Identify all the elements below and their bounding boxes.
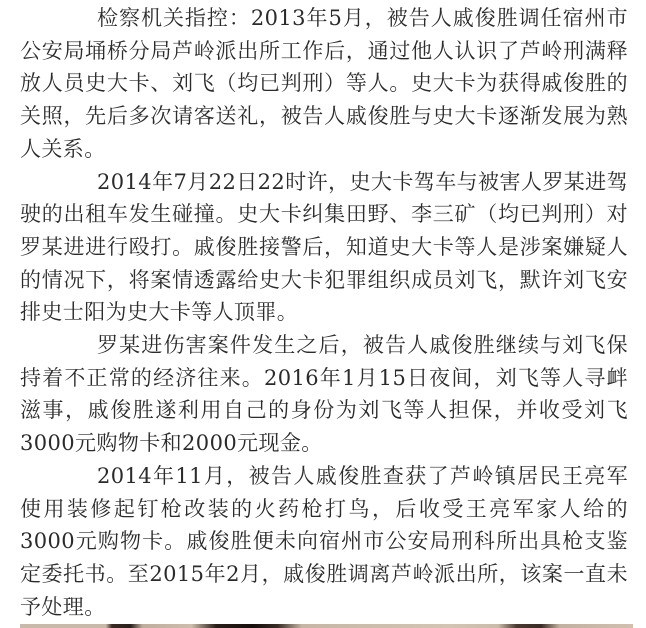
- paragraph-taxi-collision: 2014年7月22日22时许，史大卡驾车与被害人罗某进驾驶的出租车发生碰撞。史大卡纠集田野、李三矿（均已判刑）对罗某进进行殴打。戚俊胜接警后，知道史大卡等人是涉案嫌疑人的情况下，将案情透露给史大卡犯罪组织成员刘飞，默许刘飞安排史士阳为史大卡等人顶罪。: [20, 169, 628, 325]
- paragraph-prosecution-charge: 检察机关指控：2013年5月，被告人戚俊胜调任宿州市公安局埇桥分局芦岭派出所工作后，通过他人认识了芦岭刑满释放人员史大卡、刘飞（均已判刑）等人。史大卡为获得戚俊胜的关照，先后多次请客送礼，被告人戚俊胜与史大卡逐渐发展为熟人关系。: [20, 6, 628, 161]
- paragraph-economic-dealings: 罗某进伤害案件发生之后，被告人戚俊胜继续与刘飞保持着不正常的经济往来。2016年1月15日夜间，刘飞等人寻衅滋事，戚俊胜遂利用自己的身份为刘飞等人担保，并收受刘飞3000元购物卡和2000元现金。: [20, 333, 628, 456]
- article-image-top-edge: [20, 624, 633, 628]
- article-body: [20, 2, 628, 623]
- paragraph-gun-case: 2014年11月，被告人戚俊胜查获了芦岭镇居民王亮军使用装修起钉枪改装的火药枪打鸟，后收受王亮军家人给的3000元购物卡。戚俊胜便未向宿州市公安局刑科所出具枪支鉴定委托书。至2015年2月，戚俊胜调离芦岭派出所，该案一直未予处理。: [20, 463, 628, 619]
